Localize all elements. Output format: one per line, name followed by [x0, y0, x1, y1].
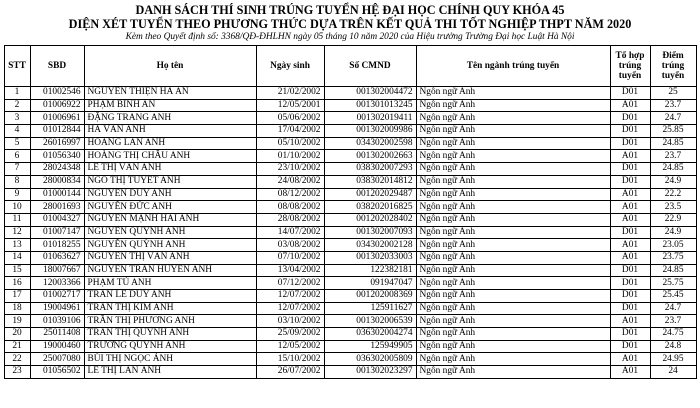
cell-id-number: 034302002598 [324, 137, 416, 150]
cell-id-number: 001202029487 [324, 188, 416, 201]
cell-score: 22.2 [650, 188, 696, 201]
cell-name: LÊ THỊ VÂN ANH [84, 163, 256, 176]
table-row [4, 315, 696, 328]
cell-name: PHẠM BÌNH AN [84, 99, 256, 112]
cell-dob: 03/10/2002 [256, 315, 324, 328]
cell-sbd: 01002717 [30, 290, 84, 303]
cell-name: TRẦN THỊ KIM ANH [84, 302, 256, 315]
cell-major: Ngôn ngữ Anh [416, 201, 610, 214]
cell-score: 22.9 [650, 213, 696, 226]
cell-name: HOÀNG THỊ CHÂU ANH [84, 150, 256, 163]
cell-name: NGUYỄN THỊ VÂN ANH [84, 251, 256, 264]
cell-score: 23.75 [650, 251, 696, 264]
cell-major: Ngôn ngữ Anh [416, 251, 610, 264]
cell-stt: 1 [4, 87, 30, 100]
cell-score: 24.75 [650, 328, 696, 341]
table-row [4, 264, 696, 277]
cell-sbd: 01018255 [30, 239, 84, 252]
cell-stt: 6 [4, 150, 30, 163]
cell-subject-group: D01 [610, 290, 650, 303]
cell-major: Ngôn ngữ Anh [416, 290, 610, 303]
cell-dob: 12/07/2002 [256, 302, 324, 315]
cell-score: 24.95 [650, 353, 696, 366]
cell-id-number: 001302006539 [324, 315, 416, 328]
cell-dob: 08/08/2002 [256, 201, 324, 214]
table-header-row [4, 46, 696, 87]
cell-major: Ngôn ngữ Anh [416, 125, 610, 138]
cell-name: PHẠM TÚ ANH [84, 277, 256, 290]
cell-dob: 17/04/2002 [256, 125, 324, 138]
cell-subject-group: D01 [610, 163, 650, 176]
cell-score: 24.9 [650, 226, 696, 239]
cell-dob: 01/10/2002 [256, 150, 324, 163]
cell-name: NGUYỄN ĐỨC ANH [84, 201, 256, 214]
table-row [4, 87, 696, 100]
cell-sbd: 19004961 [30, 302, 84, 315]
cell-name: NGUYỄN DUY ANH [84, 188, 256, 201]
cell-id-number: 038302014812 [324, 175, 416, 188]
cell-subject-group: D01 [610, 175, 650, 188]
cell-subject-group: D01 [610, 137, 650, 150]
cell-id-number: 001302019411 [324, 112, 416, 125]
cell-major: Ngôn ngữ Anh [416, 99, 610, 112]
cell-name: HÀ VÂN ANH [84, 125, 256, 138]
cell-dob: 12/07/2002 [256, 290, 324, 303]
cell-sbd: 01006922 [30, 99, 84, 112]
cell-dob: 07/12/2002 [256, 277, 324, 290]
cell-major: Ngôn ngữ Anh [416, 315, 610, 328]
table-row [4, 226, 696, 239]
cell-score: 24.8 [650, 340, 696, 353]
cell-score: 24 [650, 366, 696, 379]
column-header-score: Điểm trúng tuyển [650, 46, 696, 87]
cell-stt: 8 [4, 175, 30, 188]
cell-dob: 07/10/2002 [256, 251, 324, 264]
cell-score: 25.85 [650, 125, 696, 138]
cell-id-number: 038202016825 [324, 201, 416, 214]
cell-major: Ngôn ngữ Anh [416, 163, 610, 176]
cell-stt: 7 [4, 163, 30, 176]
cell-dob: 12/05/2001 [256, 99, 324, 112]
cell-id-number: 001302009986 [324, 125, 416, 138]
table-row [4, 125, 696, 138]
cell-dob: 21/02/2002 [256, 87, 324, 100]
cell-name: TRẦN THỊ PHƯƠNG ANH [84, 315, 256, 328]
cell-sbd: 25007080 [30, 353, 84, 366]
document-title-line-2: DIỆN XÉT TUYỂN THEO PHƯƠNG THỨC DỰA TRÊN KẾT QUẢ THI TỐT NGHIỆP THPT NĂM 2020 [68, 17, 632, 31]
cell-id-number: 001202028402 [324, 213, 416, 226]
cell-dob: 15/10/2002 [256, 353, 324, 366]
cell-score: 23.05 [650, 239, 696, 252]
cell-id-number: 001301013245 [324, 99, 416, 112]
cell-stt: 3 [4, 112, 30, 125]
cell-score: 24.9 [650, 175, 696, 188]
cell-major: Ngôn ngữ Anh [416, 328, 610, 341]
cell-major: Ngôn ngữ Anh [416, 87, 610, 100]
table-row [4, 201, 696, 214]
cell-sbd: 18007667 [30, 264, 84, 277]
table-row [4, 290, 696, 303]
cell-stt: 15 [4, 264, 30, 277]
cell-dob: 08/12/2002 [256, 188, 324, 201]
cell-stt: 19 [4, 315, 30, 328]
column-header-stt: STT [4, 46, 30, 87]
cell-sbd: 01000144 [30, 188, 84, 201]
table-row [4, 137, 696, 150]
cell-name: NGUYỄN QUỲNH ANH [84, 239, 256, 252]
cell-subject-group: A01 [610, 99, 650, 112]
cell-sbd: 28024348 [30, 163, 84, 176]
table-row [4, 188, 696, 201]
cell-subject-group: D01 [610, 277, 650, 290]
cell-name: BÙI THỊ NGỌC ÁNH [84, 353, 256, 366]
cell-score: 25 [650, 87, 696, 100]
cell-name: NGUYỄN TRẦN HUYỀN ANH [84, 264, 256, 277]
cell-name: LÊ THỊ LAN ÁNH [84, 366, 256, 379]
cell-subject-group: D01 [610, 87, 650, 100]
cell-name: NGUYỄN THIỆN HÀ AN [84, 87, 256, 100]
cell-id-number: 125949905 [324, 340, 416, 353]
cell-sbd: 01063627 [30, 251, 84, 264]
cell-subject-group: D01 [610, 226, 650, 239]
cell-subject-group: A01 [610, 201, 650, 214]
cell-stt: 9 [4, 188, 30, 201]
cell-sbd: 01056502 [30, 366, 84, 379]
cell-dob: 26/07/2002 [256, 366, 324, 379]
cell-stt: 23 [4, 366, 30, 379]
cell-stt: 18 [4, 302, 30, 315]
cell-stt: 5 [4, 137, 30, 150]
table-row [4, 328, 696, 341]
cell-major: Ngôn ngữ Anh [416, 188, 610, 201]
cell-dob: 25/09/2002 [256, 328, 324, 341]
cell-stt: 21 [4, 340, 30, 353]
column-header-name: Họ tên [84, 46, 256, 87]
cell-id-number: 001202008369 [324, 290, 416, 303]
cell-stt: 14 [4, 251, 30, 264]
cell-major: Ngôn ngữ Anh [416, 175, 610, 188]
cell-score: 24.85 [650, 137, 696, 150]
cell-stt: 16 [4, 277, 30, 290]
cell-major: Ngôn ngữ Anh [416, 340, 610, 353]
column-header-dob: Ngày sinh [256, 46, 324, 87]
cell-subject-group: A01 [610, 188, 650, 201]
cell-stt: 2 [4, 99, 30, 112]
cell-major: Ngôn ngữ Anh [416, 239, 610, 252]
cell-id-number: 001302004472 [324, 87, 416, 100]
cell-score: 25.45 [650, 290, 696, 303]
cell-stt: 11 [4, 213, 30, 226]
cell-major: Ngôn ngữ Anh [416, 277, 610, 290]
cell-sbd: 19000460 [30, 340, 84, 353]
table-row [4, 353, 696, 366]
table-row [4, 251, 696, 264]
cell-major: Ngôn ngữ Anh [416, 112, 610, 125]
cell-sbd: 01039106 [30, 315, 84, 328]
cell-dob: 14/07/2002 [256, 226, 324, 239]
column-header-id-number: Số CMND [324, 46, 416, 87]
cell-name: TRẦN THỊ QUỲNH ANH [84, 328, 256, 341]
cell-stt: 10 [4, 201, 30, 214]
table-row [4, 239, 696, 252]
cell-dob: 03/08/2002 [256, 239, 324, 252]
cell-major: Ngôn ngữ Anh [416, 264, 610, 277]
cell-subject-group: A01 [610, 315, 650, 328]
cell-score: 23.5 [650, 201, 696, 214]
table-row [4, 340, 696, 353]
cell-sbd: 28000834 [30, 175, 84, 188]
cell-name: NGUYỄN MẠNH HẢI ANH [84, 213, 256, 226]
cell-dob: 13/04/2002 [256, 264, 324, 277]
cell-dob: 05/06/2002 [256, 112, 324, 125]
table-body [4, 87, 696, 379]
cell-id-number: 036302005809 [324, 353, 416, 366]
table-row [4, 213, 696, 226]
cell-sbd: 01012844 [30, 125, 84, 138]
cell-subject-group: A01 [610, 251, 650, 264]
cell-stt: 20 [4, 328, 30, 341]
column-header-subject-group: Tổ hợp trúng tuyển [610, 46, 650, 87]
column-header-sbd: SBD [30, 46, 84, 87]
cell-id-number: 001302007093 [324, 226, 416, 239]
cell-dob: 28/08/2002 [256, 213, 324, 226]
table-row [4, 366, 696, 379]
cell-sbd: 12003366 [30, 277, 84, 290]
cell-major: Ngôn ngữ Anh [416, 137, 610, 150]
cell-stt: 13 [4, 239, 30, 252]
cell-subject-group: D01 [610, 302, 650, 315]
cell-subject-group: D01 [610, 264, 650, 277]
cell-name: NGUYỄN QUỲNH ANH [84, 226, 256, 239]
cell-dob: 05/10/2002 [256, 137, 324, 150]
cell-sbd: 28001693 [30, 201, 84, 214]
cell-sbd: 01007147 [30, 226, 84, 239]
cell-name: NGÔ THỊ TUYẾT ANH [84, 175, 256, 188]
cell-id-number: 036302004274 [324, 328, 416, 341]
cell-subject-group: A01 [610, 150, 650, 163]
cell-subject-group: D01 [610, 112, 650, 125]
cell-score: 24.85 [650, 163, 696, 176]
cell-score: 24.7 [650, 112, 696, 125]
cell-major: Ngôn ngữ Anh [416, 213, 610, 226]
cell-dob: 24/08/2002 [256, 175, 324, 188]
cell-major: Ngôn ngữ Anh [416, 302, 610, 315]
table-row [4, 150, 696, 163]
cell-name: TRẦN LÊ DUY ANH [84, 290, 256, 303]
cell-id-number: 038302007293 [324, 163, 416, 176]
cell-score: 23.7 [650, 99, 696, 112]
table-row [4, 302, 696, 315]
table-row [4, 163, 696, 176]
cell-id-number: 125911627 [324, 302, 416, 315]
cell-dob: 12/05/2002 [256, 340, 324, 353]
cell-name: TRƯƠNG QUỲNH ANH [84, 340, 256, 353]
cell-score: 23.7 [650, 315, 696, 328]
cell-subject-group: A01 [610, 353, 650, 366]
cell-major: Ngôn ngữ Anh [416, 353, 610, 366]
cell-name: ĐẶNG TRANG ANH [84, 112, 256, 125]
cell-subject-group: D01 [610, 125, 650, 138]
cell-id-number: 001302033003 [324, 251, 416, 264]
table-row [4, 112, 696, 125]
cell-subject-group: A01 [610, 239, 650, 252]
table-row [4, 175, 696, 188]
cell-name: HOÀNG LAN ANH [84, 137, 256, 150]
document-subtitle: Kèm theo Quyết định số: 3368/QĐ-ĐHLHN ngày 05 tháng 10 năm 2020 của Hiệu trưởng Trường Đại học Luật Hà Nội [125, 32, 575, 42]
cell-score: 24.85 [650, 264, 696, 277]
cell-sbd: 25011408 [30, 328, 84, 341]
cell-id-number: 034302002128 [324, 239, 416, 252]
column-header-major: Tên ngành trúng tuyển [416, 46, 610, 87]
cell-id-number: 001302023297 [324, 366, 416, 379]
cell-score: 24.7 [650, 302, 696, 315]
document-title-line-1: DANH SÁCH THÍ SINH TRÚNG TUYỂN HỆ ĐẠI HỌC CHÍNH QUY KHÓA 45 [135, 3, 565, 17]
admission-table [4, 45, 697, 379]
cell-subject-group: A01 [610, 366, 650, 379]
cell-score: 25.75 [650, 277, 696, 290]
cell-stt: 22 [4, 353, 30, 366]
cell-major: Ngôn ngữ Anh [416, 366, 610, 379]
cell-sbd: 26016997 [30, 137, 84, 150]
cell-sbd: 01006961 [30, 112, 84, 125]
cell-subject-group: D01 [610, 328, 650, 341]
cell-id-number: 001302002663 [324, 150, 416, 163]
cell-subject-group: D01 [610, 340, 650, 353]
cell-stt: 4 [4, 125, 30, 138]
cell-sbd: 01004327 [30, 213, 84, 226]
table-row [4, 277, 696, 290]
cell-major: Ngôn ngữ Anh [416, 150, 610, 163]
cell-score: 23.7 [650, 150, 696, 163]
cell-stt: 17 [4, 290, 30, 303]
cell-sbd: 01002546 [30, 87, 84, 100]
cell-stt: 12 [4, 226, 30, 239]
cell-subject-group: A01 [610, 213, 650, 226]
cell-id-number: 091947047 [324, 277, 416, 290]
cell-id-number: 122382181 [324, 264, 416, 277]
cell-dob: 23/10/2002 [256, 163, 324, 176]
table-row [4, 99, 696, 112]
cell-major: Ngôn ngữ Anh [416, 226, 610, 239]
cell-sbd: 01056340 [30, 150, 84, 163]
